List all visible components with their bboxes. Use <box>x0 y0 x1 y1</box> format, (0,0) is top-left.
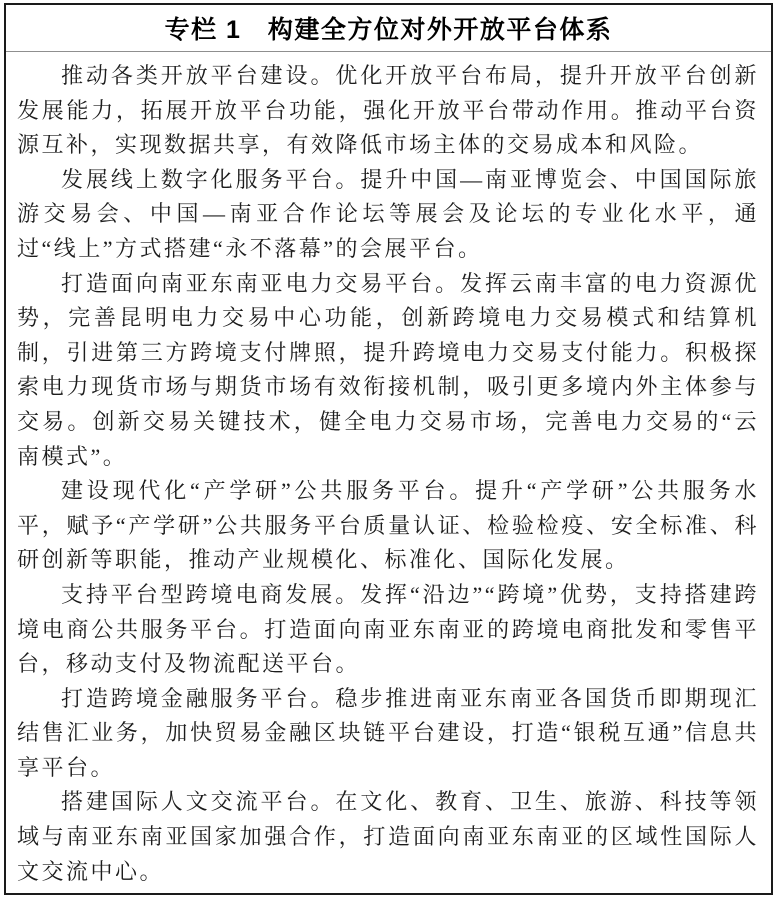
column-body <box>6 52 771 893</box>
column-title: 专栏 1 构建全方位对外开放平台体系 <box>164 16 613 44</box>
column-box <box>4 3 773 895</box>
paragraph-cross-border-ecommerce-platform: 支持平台型跨境电商发展。发挥“沿边”“跨境”优势，支持搭建跨境电商公共服务平台。打造面向南亚东南亚的跨境电商批发和零售平台，移动支付及物流配送平台。 <box>17 581 759 677</box>
paragraph-cultural-exchange-platform: 搭建国际人文交流平台。在文化、教育、卫生、旅游、科技等领域与南亚东南亚国家加强合作，打造面向南亚东南亚的区域性国际人文交流中心。 <box>17 789 759 884</box>
paragraph-open-platforms: 推动各类开放平台建设。优化开放平台布局，提升开放平台创新发展能力，拓展开放平台功能，强化开放平台带动作用。推动平台资源互补，实现数据共享，有效降低市场主体的交易成本和风险。 <box>17 63 759 158</box>
paragraph-power-trading-platform: 打造面向南亚东南亚电力交易平台。发挥云南丰富的电力资源优势，完善昆明电力交易中心功能，创新跨境电力交易模式和结算机制，引进第三方跨境支付牌照，提升跨境电力交易支付能力。积极探索电力现货市场与期货市场有效衔接机制，吸引更多境内外主体参与交易。创新交易关键技术，健全电力交易市场，完善电力交易的“云南模式”。 <box>17 270 759 469</box>
column-header <box>6 5 771 52</box>
paragraph-industry-academia-research-platform: 建设现代化“产学研”公共服务平台。提升“产学研”公共服务水平，赋予“产学研”公共服务平台质量认证、检验检疫、安全标准、科研创新等职能，推动产业规模化、标准化、国际化发展。 <box>17 478 759 573</box>
paragraph-cross-border-finance-platform: 打造跨境金融服务平台。稳步推进南亚东南亚各国货币即期现汇结售汇业务，加快贸易金融区块链平台建设，打造“银税互通”信息共享平台。 <box>17 685 759 780</box>
paragraph-digital-service-platform: 发展线上数字化服务平台。提升中国—南亚博览会、中国国际旅游交易会、中国—南亚合作论坛等展会及论坛的专业化水平，通过“线上”方式搭建“永不落幕”的会展平台。 <box>17 166 759 261</box>
